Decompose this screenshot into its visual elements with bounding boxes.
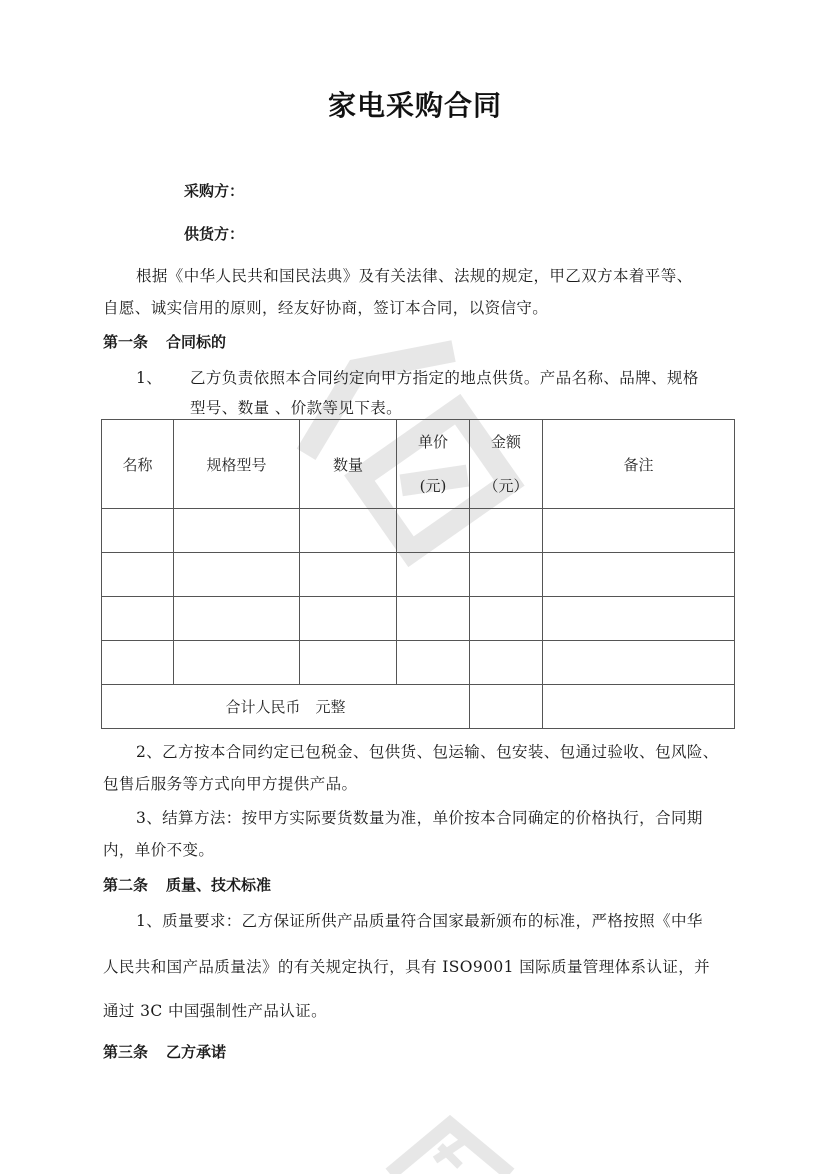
cell-remarks[interactable] bbox=[543, 553, 735, 597]
header-amount bbox=[470, 420, 543, 509]
article-1-item-2-line-1: 2、乙方按本合同约定已包税金、包供货、包运输、包安装、包通过验收、包风险、 bbox=[136, 743, 719, 761]
header-name: 名称 bbox=[102, 420, 174, 509]
table-row bbox=[102, 641, 735, 685]
cell-name[interactable] bbox=[102, 553, 174, 597]
cell-name[interactable] bbox=[102, 597, 174, 641]
cell-model[interactable] bbox=[174, 509, 300, 553]
cell-unit-price[interactable] bbox=[397, 597, 470, 641]
article-2-heading bbox=[103, 874, 271, 895]
article-1-item-1-line-1: 乙方负责依照本合同约定向甲方指定的地点供货。产品名称、品牌、规格 bbox=[190, 369, 699, 387]
header-remarks: 备注 bbox=[543, 420, 735, 509]
header-amount-unit: （元） bbox=[483, 477, 529, 495]
cell-unit-price[interactable] bbox=[397, 641, 470, 685]
total-remarks[interactable] bbox=[543, 685, 735, 729]
article-3-heading bbox=[103, 1041, 226, 1062]
preamble-line-1: 根据《中华人民共和国民法典》及有关法律、法规的规定，甲乙双方本着平等、 bbox=[136, 267, 693, 285]
article-1-item-1-number: 1、 bbox=[136, 369, 163, 387]
cell-quantity[interactable] bbox=[300, 597, 397, 641]
cell-amount[interactable] bbox=[470, 509, 543, 553]
cell-name[interactable] bbox=[102, 641, 174, 685]
supplier-label: 供货方： bbox=[184, 225, 245, 243]
document-title: 家电采购合同 bbox=[327, 89, 502, 122]
table-row bbox=[102, 553, 735, 597]
article-1-item-3-line-2: 内，单价不变。 bbox=[103, 841, 215, 859]
cell-quantity[interactable] bbox=[300, 641, 397, 685]
article-1-title: 合同标的 bbox=[166, 333, 227, 351]
cell-unit-price[interactable] bbox=[397, 553, 470, 597]
cell-remarks[interactable] bbox=[543, 597, 735, 641]
goods-table bbox=[101, 419, 735, 729]
cell-amount[interactable] bbox=[470, 553, 543, 597]
article-1-heading bbox=[103, 331, 226, 352]
article-1-item-3-line-1: 3、结算方法：按甲方实际要货数量为准，单价按本合同确定的价格执行，合同期 bbox=[136, 809, 703, 827]
preamble-line-2: 自愿、诚实信用的原则，经友好协商，签订本合同，以资信守。 bbox=[103, 299, 549, 317]
article-3-number: 第三条 bbox=[103, 1043, 149, 1061]
table-row bbox=[102, 597, 735, 641]
table-header-row bbox=[102, 420, 735, 509]
article-2-item-1-line-1: 1、质量要求：乙方保证所供产品质量符合国家最新颁布的标准，严格按照《中华 bbox=[136, 912, 703, 930]
article-2-number: 第二条 bbox=[103, 876, 149, 894]
article-2-title: 质量、技术标准 bbox=[166, 876, 272, 894]
header-unit-price-unit: (元) bbox=[419, 477, 447, 495]
cell-model[interactable] bbox=[174, 553, 300, 597]
article-1-item-1-line-2: 型号、数量 、价款等见下表。 bbox=[190, 399, 403, 417]
article-2-item-1-line-2: 人民共和国产品质量法》的有关规定执行，具有 ISO9001 国际质量管理体系认证，并 bbox=[103, 958, 711, 976]
table-row bbox=[102, 509, 735, 553]
buyer-label: 采购方： bbox=[184, 182, 245, 200]
header-unit-price bbox=[397, 420, 470, 509]
header-quantity: 数量 bbox=[300, 420, 397, 509]
cell-name[interactable] bbox=[102, 509, 174, 553]
cell-unit-price[interactable] bbox=[397, 509, 470, 553]
cell-quantity[interactable] bbox=[300, 553, 397, 597]
cell-amount[interactable] bbox=[470, 641, 543, 685]
header-amount-label: 金额 bbox=[490, 433, 521, 451]
cell-remarks[interactable] bbox=[543, 641, 735, 685]
cell-model[interactable] bbox=[174, 641, 300, 685]
total-amount[interactable] bbox=[470, 685, 543, 729]
total-label: 合计人民币 元整 bbox=[102, 685, 470, 729]
cell-model[interactable] bbox=[174, 597, 300, 641]
article-1-number: 第一条 bbox=[103, 333, 149, 351]
cell-quantity[interactable] bbox=[300, 509, 397, 553]
article-3-title: 乙方承诺 bbox=[166, 1043, 227, 1061]
header-unit-price-label: 单价 bbox=[417, 433, 448, 451]
cell-remarks[interactable] bbox=[543, 509, 735, 553]
article-1-item-2-line-2: 包售后服务等方式向甲方提供产品。 bbox=[103, 775, 358, 793]
header-model: 规格型号 bbox=[174, 420, 300, 509]
article-2-item-1-line-3: 通过 3C 中国强制性产品认证。 bbox=[103, 1002, 327, 1020]
cell-amount[interactable] bbox=[470, 597, 543, 641]
table-total-row bbox=[102, 685, 735, 729]
watermark-logo-icon bbox=[380, 1110, 520, 1174]
